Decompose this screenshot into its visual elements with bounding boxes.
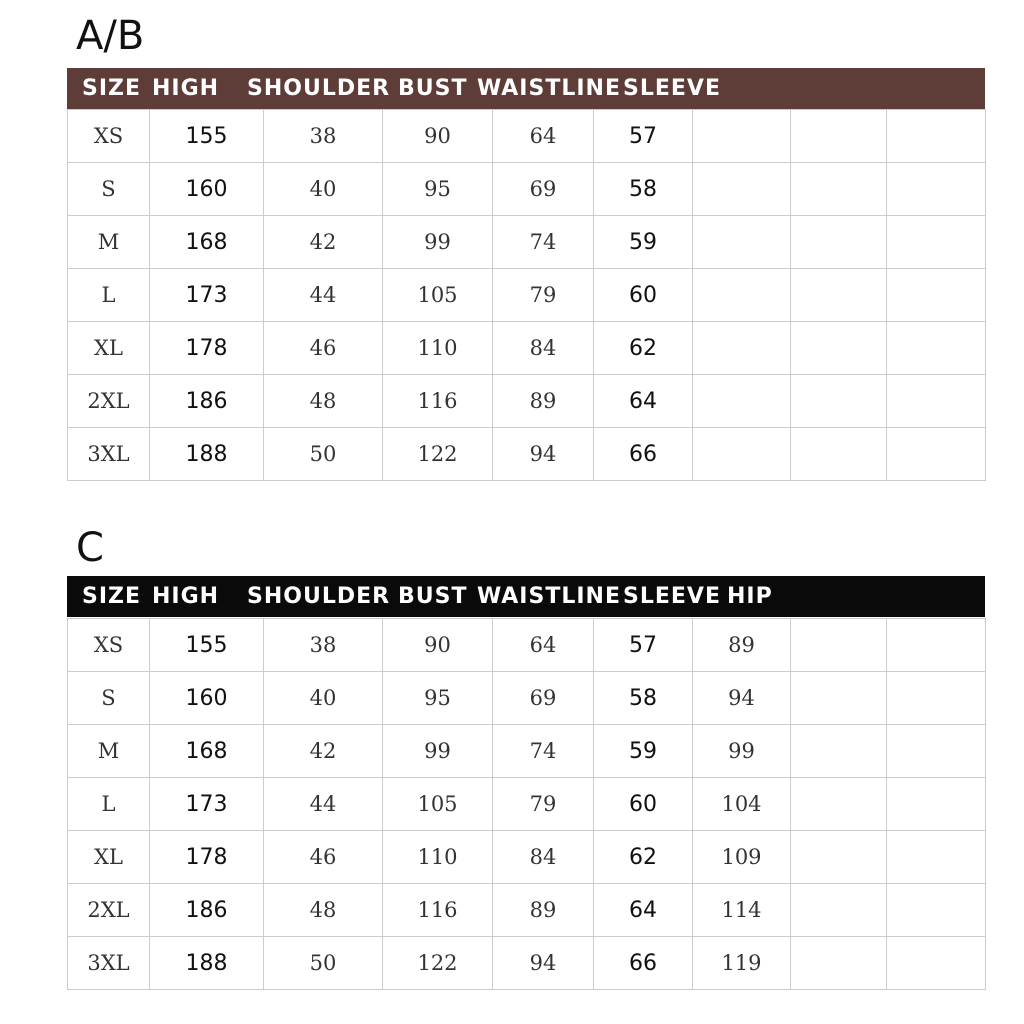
cell-waistline: 74 xyxy=(493,216,594,269)
cell-shoulder: 38 xyxy=(264,619,383,672)
cell-extra-2 xyxy=(887,375,986,428)
cell-bust: 99 xyxy=(383,725,493,778)
cell-extra-2 xyxy=(887,619,986,672)
cell-high: 188 xyxy=(150,428,264,481)
cell-waistline: 94 xyxy=(493,428,594,481)
table-row xyxy=(68,110,986,163)
cell-size: M xyxy=(68,725,150,778)
table-row xyxy=(68,216,986,269)
cell-size: XL xyxy=(68,322,150,375)
cell-shoulder: 44 xyxy=(264,778,383,831)
cell-extra-2 xyxy=(887,110,986,163)
section-title-c: C xyxy=(76,525,104,571)
cell-bust: 110 xyxy=(383,322,493,375)
cell-hip xyxy=(693,375,791,428)
cell-hip: 114 xyxy=(693,884,791,937)
cell-size: L xyxy=(68,778,150,831)
cell-high: 155 xyxy=(150,110,264,163)
column-header-waistline: WAISTLINE xyxy=(477,76,621,101)
cell-high: 160 xyxy=(150,163,264,216)
cell-bust: 110 xyxy=(383,831,493,884)
size-table-ab xyxy=(67,109,986,481)
column-header-high: HIGH xyxy=(152,584,220,609)
cell-bust: 95 xyxy=(383,672,493,725)
cell-bust: 90 xyxy=(383,110,493,163)
table-row xyxy=(68,163,986,216)
cell-sleeve: 58 xyxy=(594,672,693,725)
cell-sleeve: 60 xyxy=(594,269,693,322)
cell-extra-2 xyxy=(887,831,986,884)
table-row xyxy=(68,375,986,428)
table-row xyxy=(68,725,986,778)
cell-extra-1 xyxy=(791,428,887,481)
cell-size: M xyxy=(68,216,150,269)
column-header-shoulder: SHOULDER xyxy=(247,584,391,609)
cell-sleeve: 62 xyxy=(594,831,693,884)
cell-shoulder: 42 xyxy=(264,216,383,269)
cell-extra-1 xyxy=(791,778,887,831)
cell-shoulder: 46 xyxy=(264,322,383,375)
cell-hip xyxy=(693,216,791,269)
table-row xyxy=(68,269,986,322)
cell-waistline: 64 xyxy=(493,110,594,163)
cell-extra-1 xyxy=(791,672,887,725)
cell-extra-1 xyxy=(791,216,887,269)
cell-high: 155 xyxy=(150,619,264,672)
cell-bust: 105 xyxy=(383,269,493,322)
cell-high: 178 xyxy=(150,322,264,375)
cell-extra-2 xyxy=(887,216,986,269)
cell-waistline: 79 xyxy=(493,778,594,831)
table-row xyxy=(68,831,986,884)
cell-hip xyxy=(693,269,791,322)
cell-shoulder: 40 xyxy=(264,163,383,216)
cell-extra-1 xyxy=(791,269,887,322)
cell-extra-2 xyxy=(887,428,986,481)
cell-extra-1 xyxy=(791,163,887,216)
cell-hip: 119 xyxy=(693,937,791,990)
cell-sleeve: 64 xyxy=(594,375,693,428)
cell-sleeve: 66 xyxy=(594,428,693,481)
table-row xyxy=(68,937,986,990)
cell-shoulder: 46 xyxy=(264,831,383,884)
cell-hip xyxy=(693,163,791,216)
column-header-sleeve: SLEEVE xyxy=(623,584,721,609)
column-header-sleeve: SLEEVE xyxy=(623,76,721,101)
cell-shoulder: 40 xyxy=(264,672,383,725)
cell-shoulder: 50 xyxy=(264,428,383,481)
cell-hip: 109 xyxy=(693,831,791,884)
cell-bust: 116 xyxy=(383,884,493,937)
cell-extra-2 xyxy=(887,884,986,937)
cell-sleeve: 57 xyxy=(594,110,693,163)
table-header-c xyxy=(67,576,985,617)
cell-size: S xyxy=(68,672,150,725)
section-title-ab: A/B xyxy=(76,13,145,59)
cell-sleeve: 59 xyxy=(594,216,693,269)
cell-hip xyxy=(693,428,791,481)
column-header-size: SIZE xyxy=(82,584,142,609)
table-header-ab xyxy=(67,68,985,109)
cell-waistline: 64 xyxy=(493,619,594,672)
cell-shoulder: 48 xyxy=(264,884,383,937)
cell-hip xyxy=(693,110,791,163)
cell-extra-1 xyxy=(791,322,887,375)
cell-waistline: 74 xyxy=(493,725,594,778)
cell-waistline: 69 xyxy=(493,163,594,216)
cell-size: 3XL xyxy=(68,937,150,990)
cell-size: S xyxy=(68,163,150,216)
cell-extra-1 xyxy=(791,884,887,937)
cell-waistline: 89 xyxy=(493,375,594,428)
cell-extra-1 xyxy=(791,725,887,778)
table-row xyxy=(68,322,986,375)
cell-sleeve: 62 xyxy=(594,322,693,375)
cell-extra-2 xyxy=(887,672,986,725)
cell-size: XL xyxy=(68,831,150,884)
column-header-shoulder: SHOULDER xyxy=(247,76,391,101)
cell-size: 3XL xyxy=(68,428,150,481)
cell-shoulder: 44 xyxy=(264,269,383,322)
cell-shoulder: 38 xyxy=(264,110,383,163)
cell-waistline: 79 xyxy=(493,269,594,322)
cell-extra-1 xyxy=(791,110,887,163)
cell-waistline: 89 xyxy=(493,884,594,937)
cell-extra-1 xyxy=(791,937,887,990)
cell-high: 168 xyxy=(150,216,264,269)
cell-extra-2 xyxy=(887,322,986,375)
cell-extra-2 xyxy=(887,163,986,216)
cell-hip: 104 xyxy=(693,778,791,831)
cell-shoulder: 50 xyxy=(264,937,383,990)
column-header-hip: HIP xyxy=(727,584,773,609)
cell-high: 178 xyxy=(150,831,264,884)
cell-extra-2 xyxy=(887,937,986,990)
table-row xyxy=(68,884,986,937)
cell-bust: 122 xyxy=(383,937,493,990)
cell-high: 186 xyxy=(150,375,264,428)
size-table-c xyxy=(67,618,986,990)
cell-sleeve: 64 xyxy=(594,884,693,937)
table-row xyxy=(68,672,986,725)
cell-extra-2 xyxy=(887,778,986,831)
cell-bust: 90 xyxy=(383,619,493,672)
cell-bust: 105 xyxy=(383,778,493,831)
cell-sleeve: 60 xyxy=(594,778,693,831)
cell-bust: 116 xyxy=(383,375,493,428)
cell-sleeve: 57 xyxy=(594,619,693,672)
cell-high: 188 xyxy=(150,937,264,990)
cell-bust: 99 xyxy=(383,216,493,269)
cell-bust: 122 xyxy=(383,428,493,481)
cell-waistline: 84 xyxy=(493,831,594,884)
cell-extra-1 xyxy=(791,619,887,672)
cell-sleeve: 66 xyxy=(594,937,693,990)
cell-hip: 89 xyxy=(693,619,791,672)
cell-extra-2 xyxy=(887,269,986,322)
column-header-waistline: WAISTLINE xyxy=(477,584,621,609)
column-header-high: HIGH xyxy=(152,76,220,101)
column-header-size: SIZE xyxy=(82,76,142,101)
cell-shoulder: 42 xyxy=(264,725,383,778)
cell-shoulder: 48 xyxy=(264,375,383,428)
table-row xyxy=(68,778,986,831)
cell-high: 186 xyxy=(150,884,264,937)
cell-hip xyxy=(693,322,791,375)
table-row xyxy=(68,428,986,481)
cell-extra-1 xyxy=(791,375,887,428)
cell-sleeve: 58 xyxy=(594,163,693,216)
cell-size: 2XL xyxy=(68,375,150,428)
cell-bust: 95 xyxy=(383,163,493,216)
cell-hip: 94 xyxy=(693,672,791,725)
cell-high: 160 xyxy=(150,672,264,725)
cell-size: 2XL xyxy=(68,884,150,937)
cell-waistline: 69 xyxy=(493,672,594,725)
column-header-bust: BUST xyxy=(398,76,468,101)
cell-extra-2 xyxy=(887,725,986,778)
cell-sleeve: 59 xyxy=(594,725,693,778)
cell-waistline: 84 xyxy=(493,322,594,375)
cell-size: XS xyxy=(68,619,150,672)
cell-high: 173 xyxy=(150,778,264,831)
cell-waistline: 94 xyxy=(493,937,594,990)
cell-size: XS xyxy=(68,110,150,163)
cell-size: L xyxy=(68,269,150,322)
cell-high: 173 xyxy=(150,269,264,322)
cell-extra-1 xyxy=(791,831,887,884)
cell-hip: 99 xyxy=(693,725,791,778)
table-row xyxy=(68,619,986,672)
column-header-bust: BUST xyxy=(398,584,468,609)
cell-high: 168 xyxy=(150,725,264,778)
